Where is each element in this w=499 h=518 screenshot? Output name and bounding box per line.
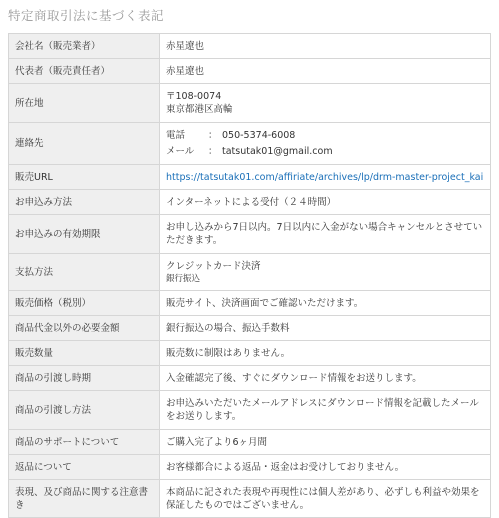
postal-code: 〒108-0074 [166,91,222,102]
row-label: 販売価格（税別） [9,291,160,316]
row-value [160,123,491,165]
payment-method-card: クレジットカード決済 [166,260,261,272]
table-row [9,430,491,455]
table-row [9,455,491,480]
table-row [9,316,491,341]
row-value: 赤星遼也 [160,59,491,84]
address: 東京都港区高輪 [166,104,233,115]
row-label: お申込み方法 [9,190,160,215]
row-label: 返品について [9,455,160,480]
table-row [9,165,491,190]
row-label: 所在地 [9,84,160,123]
phone-number: 050-5374-6008 [222,129,296,141]
row-value: ご購入完了より6ヶ月間 [160,430,491,455]
table-row [9,341,491,366]
row-value [160,84,491,123]
row-value [160,254,491,291]
row-value: 本商品に記された表現や再現性には個人差があり、必ずしも利益や効果を保証したものではございません。 [160,480,491,518]
table-row [9,84,491,123]
table-row [9,254,491,291]
table-row [9,123,491,165]
row-value: 赤星遼也 [160,34,491,59]
row-label: 表現、及び商品に関する注意書き [9,480,160,518]
row-label: 販売数量 [9,341,160,366]
table-row [9,34,491,59]
payment-method-bank: 銀行振込 [166,273,201,284]
phone-line [166,128,484,144]
row-label: 商品の引渡し時期 [9,366,160,391]
sales-url-link[interactable]: https://tatsutak01.com/affiriate/archives/lp/drm-master-project_kai [166,171,484,183]
row-value: 銀行振込の場合、振込手数料 [160,316,491,341]
row-value: お申込みいただいたメールアドレスにダウンロード情報を記載したメールをお送りします。 [160,391,491,430]
row-value [160,165,491,190]
row-value: 入金確認完了後、すぐにダウンロード情報をお送りします。 [160,366,491,391]
table-row [9,190,491,215]
row-label: 販売URL [9,165,160,190]
table-row [9,215,491,254]
row-label: 商品のサポートについて [9,430,160,455]
row-label: 商品代金以外の必要金額 [9,316,160,341]
row-label: 代表者（販売責任者） [9,59,160,84]
table-row [9,391,491,430]
table-row [9,291,491,316]
row-label: 会社名（販売業者） [9,34,160,59]
row-value: 販売サイト、決済画面でご確認いただけます。 [160,291,491,316]
mail-line [166,144,484,160]
row-label: お申込みの有効期限 [9,215,160,254]
legal-notice-table [8,33,491,518]
row-value: インターネットによる受付（２４時間） [160,190,491,215]
row-value: お申し込みから7日以内。7日以内に入金がない場合キャンセルとさせていただきます。 [160,215,491,254]
table-row [9,59,491,84]
page-title: 特定商取引法に基づく表記 [8,8,165,23]
phone-key: 電話 [166,129,186,141]
row-value: お客様都合による返品・返金はお受けしておりません。 [160,455,491,480]
mail-key: メール [166,145,195,157]
mail-colon: ： [208,145,218,157]
row-label: 商品の引渡し方法 [9,391,160,430]
mail-address: tatsutak01@gmail.com [222,145,333,157]
table-row [9,366,491,391]
phone-colon: ： [208,129,218,141]
row-label: 支払方法 [9,254,160,291]
row-label: 連絡先 [9,123,160,165]
row-value: 販売数に制限はありません。 [160,341,491,366]
